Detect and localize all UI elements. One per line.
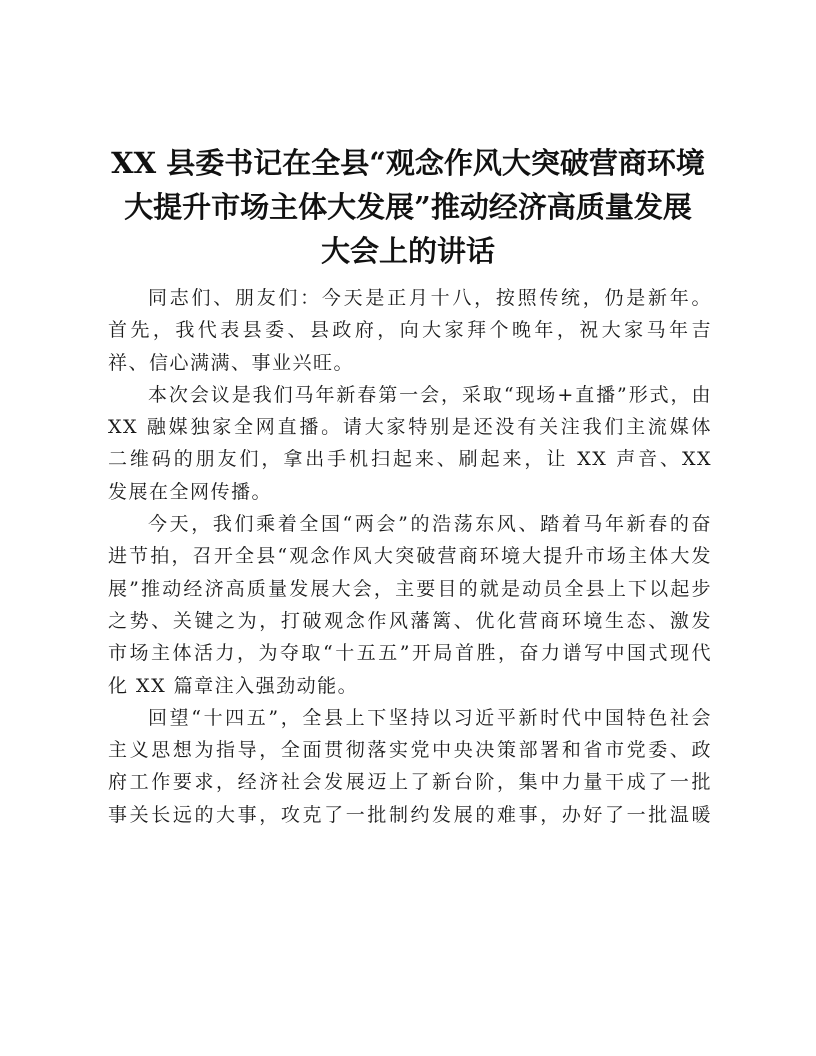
title-line: XX 县委书记在全县“观念作风大突破营商环境: [111, 146, 705, 180]
speech-body: [108, 282, 712, 831]
paragraph-line: 回望“十四五”，全县上下坚持以习近平新时代中国特色社会: [148, 706, 712, 729]
paragraph-line: 本次会议是我们马年新春第一会，采取“现场+直播”形式，由: [148, 383, 712, 406]
paragraph-line: 化 XX 篇章注入强劲动能。: [108, 674, 359, 697]
title-line: 大会上的讲话: [320, 234, 495, 268]
paragraph-line: 展”推动经济高质量发展大会，主要目的就是动员全县上下以起步: [108, 577, 712, 600]
paragraph-meeting-purpose: [108, 508, 712, 702]
paragraph-line: 事关长远的大事，攻克了一批制约发展的难事，办好了一批温暖: [108, 803, 712, 826]
paragraph-line: 同志们、朋友们：今天是正月十八，按照传统，仍是新年。: [148, 287, 712, 309]
paragraph-line: 二维码的朋友们，拿出手机扫起来、刷起来，让 XX 声音、XX: [108, 448, 712, 471]
title-line: 大提升市场主体大发展”推动经济高质量发展: [124, 190, 692, 224]
paragraph-livestream: [108, 379, 712, 508]
paragraph-line: 进节拍，召开全县“观念作风大突破营商环境大提升市场主体大发: [108, 545, 712, 568]
paragraph-line: 市场主体活力，为夺取“十五五”开局首胜，奋力谱写中国式现代: [108, 642, 712, 665]
document-title: [96, 141, 720, 273]
paragraph-line: XX 融媒独家全网直播。请大家特别是还没有关注我们主流媒体: [108, 416, 712, 439]
paragraph-line: 今天，我们乘着全国“两会”的浩荡东风、踏着马年新春的奋: [148, 513, 712, 536]
paragraph-line: 之势、关键之为，打破观念作风藩篱、优化营商环境生态、激发: [108, 609, 712, 632]
paragraph-line: 首先，我代表县委、县政府，向大家拜个晚年，祝大家马年吉: [108, 319, 712, 342]
paragraph-greeting: [108, 282, 712, 379]
paragraph-review: [108, 702, 712, 831]
paragraph-line: 主义思想为指导，全面贯彻落实党中央决策部署和省市党委、政: [108, 739, 712, 762]
paragraph-line: 发展在全网传播。: [108, 480, 273, 503]
paragraph-line: 府工作要求，经济社会发展迈上了新台阶，集中力量干成了一批: [108, 771, 712, 794]
paragraph-line: 祥、信心满满、事业兴旺。: [108, 351, 355, 374]
